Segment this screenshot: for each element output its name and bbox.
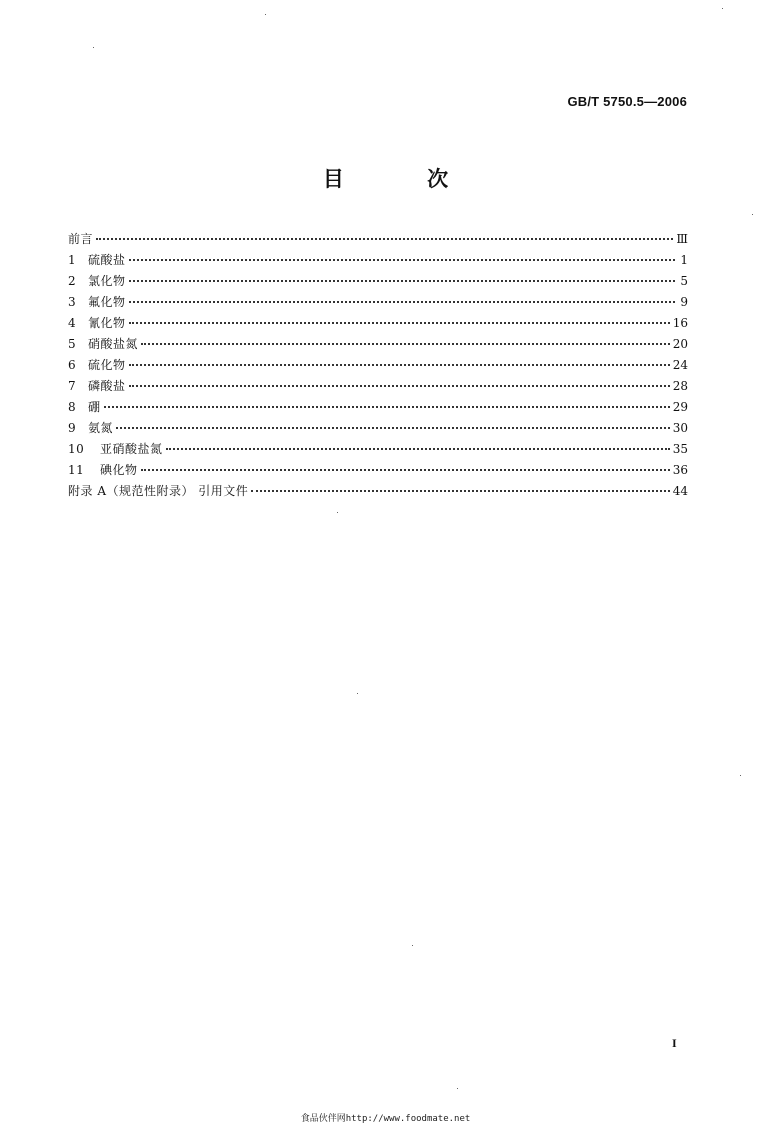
- toc-entry-page: 44: [672, 484, 688, 498]
- scan-speck: [265, 14, 266, 15]
- toc-entry-6[interactable]: [68, 355, 688, 376]
- toc-entry-1[interactable]: [68, 250, 688, 271]
- toc-entry-label: [68, 418, 113, 439]
- toc-entry-title: 氟化物: [88, 295, 126, 309]
- toc-entry-8[interactable]: [68, 397, 688, 418]
- scan-speck: [740, 775, 741, 776]
- toc-entry-label: [68, 355, 126, 376]
- toc-entry-label: [68, 376, 126, 397]
- toc-entry-page: 20: [672, 337, 688, 351]
- toc-entry-number: 4: [68, 316, 77, 330]
- toc-entry-page: 36: [672, 463, 688, 477]
- toc-entry-page: 28: [672, 379, 688, 393]
- table-of-contents: [68, 229, 688, 502]
- toc-entry-10[interactable]: [68, 439, 688, 460]
- toc-entry-page: 30: [672, 421, 688, 435]
- toc-entry-number: 1: [68, 253, 77, 267]
- toc-dot-leader: [141, 468, 670, 471]
- toc-dot-leader: [129, 363, 670, 366]
- toc-entry-number: 10: [68, 442, 85, 456]
- toc-dot-leader: [141, 342, 670, 345]
- toc-entry-label: [68, 397, 101, 418]
- toc-dot-leader: [166, 447, 670, 450]
- toc-entry-page: 9: [680, 295, 688, 309]
- toc-entry-title: 亚硝酸盐氮: [100, 442, 163, 456]
- toc-entry-page: 5: [680, 274, 688, 288]
- toc-entry-foreword[interactable]: [68, 229, 688, 250]
- toc-entry-label: [68, 460, 138, 481]
- toc-entry-title: 硝酸盐氮: [88, 337, 139, 351]
- scan-speck: [722, 8, 723, 9]
- toc-entry-9[interactable]: [68, 418, 688, 439]
- scan-speck: [93, 47, 94, 48]
- toc-entry-label: [68, 439, 163, 460]
- toc-entry-page: 29: [672, 400, 688, 414]
- toc-entry-title: 硫化物: [88, 358, 126, 372]
- toc-entry-7[interactable]: [68, 376, 688, 397]
- toc-entry-label: [68, 313, 126, 334]
- toc-dot-leader: [96, 237, 673, 240]
- toc-dot-leader: [129, 279, 675, 282]
- scan-speck: [337, 512, 338, 513]
- toc-entry-page: 24: [672, 358, 688, 372]
- toc-entry-title: 氰化物: [88, 316, 126, 330]
- standard-code: GB/T 5750.5—2006: [567, 94, 687, 109]
- toc-dot-leader: [129, 384, 670, 387]
- toc-entry-number: 9: [68, 421, 77, 435]
- toc-dot-leader: [129, 321, 670, 324]
- footer-watermark: 食品伙伴网http://www.foodmate.net: [300, 1114, 471, 1124]
- toc-entry-label: [68, 334, 138, 355]
- toc-entry-3[interactable]: [68, 292, 688, 313]
- toc-dot-leader: [251, 489, 669, 492]
- toc-entry-2[interactable]: [68, 271, 688, 292]
- toc-entry-title: 硼: [88, 400, 101, 414]
- toc-dot-leader: [104, 405, 670, 408]
- toc-dot-leader: [129, 258, 675, 261]
- toc-entry-label: [68, 271, 126, 292]
- toc-dot-leader: [129, 300, 675, 303]
- toc-entry-page: 16: [672, 316, 688, 330]
- toc-dot-leader: [116, 426, 670, 429]
- toc-entry-number: 2: [68, 274, 77, 288]
- toc-entry-page: 35: [672, 442, 688, 456]
- toc-entry-label: [68, 292, 126, 313]
- scan-speck: [412, 945, 413, 946]
- page-number: I: [672, 1036, 677, 1050]
- scan-speck: [457, 1088, 458, 1089]
- toc-entry-title: 碘化物: [100, 463, 138, 477]
- toc-entry-title: 硫酸盐: [88, 253, 126, 267]
- toc-entry-11[interactable]: [68, 460, 688, 481]
- toc-entry-number: 8: [68, 400, 77, 414]
- toc-entry-number: 5: [68, 337, 77, 351]
- toc-entry-title: 磷酸盐: [88, 379, 126, 393]
- toc-entry-title: 氨氮: [88, 421, 114, 435]
- toc-entry-label: [68, 250, 126, 271]
- toc-entry-title: 氯化物: [88, 274, 126, 288]
- toc-entry-page: Ⅲ: [676, 232, 688, 246]
- toc-entry-number: 6: [68, 358, 77, 372]
- toc-entry-page: 1: [680, 253, 688, 267]
- toc-entry-number: 7: [68, 379, 77, 393]
- toc-entry-number: 11: [68, 463, 85, 477]
- toc-entry-5[interactable]: [68, 334, 688, 355]
- toc-entry-label: 前言: [68, 232, 94, 246]
- toc-entry-number: 3: [68, 295, 77, 309]
- scan-speck: [357, 693, 358, 694]
- page-title: 目 次: [322, 167, 487, 191]
- toc-entry-label: 附录 A（规范性附录） 引用文件: [68, 484, 249, 498]
- scan-speck: [752, 214, 753, 215]
- toc-entry-4[interactable]: [68, 313, 688, 334]
- toc-entry-appendix-a[interactable]: [68, 481, 688, 502]
